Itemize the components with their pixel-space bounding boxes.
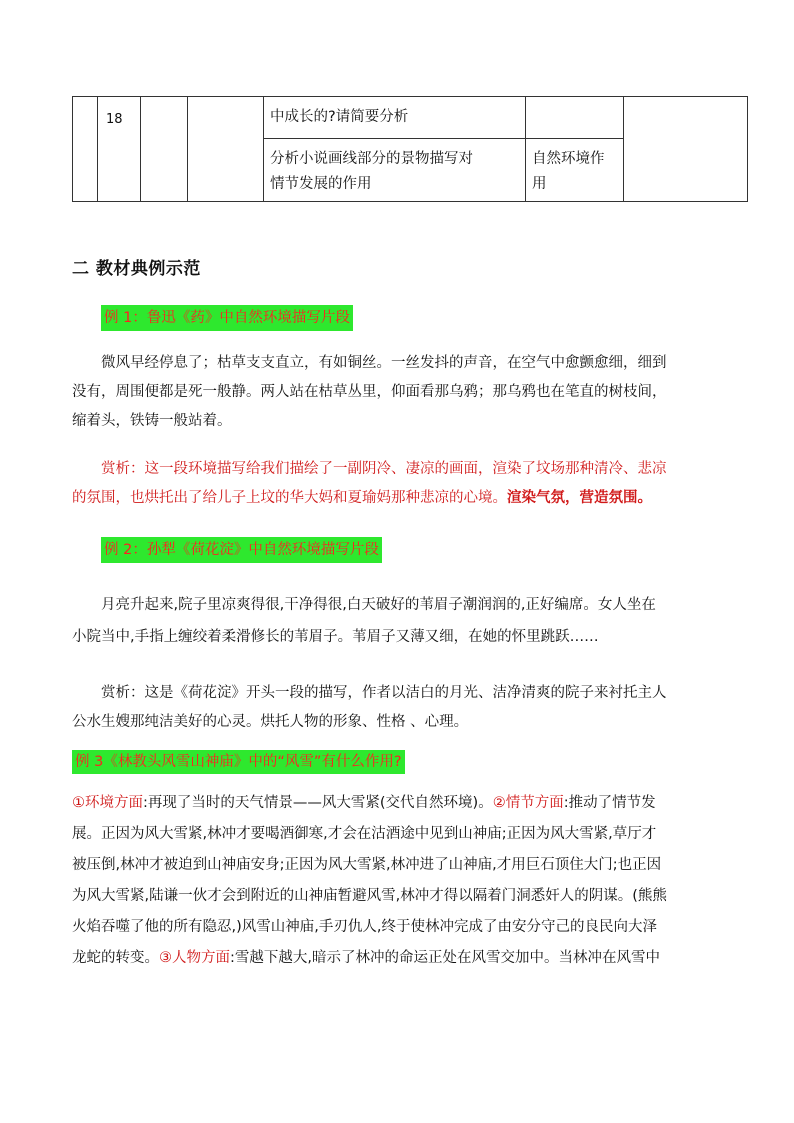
table-question-2-line: 情节发展的作用 (270, 176, 372, 192)
example-3-answer (72, 788, 722, 974)
answer-line: 为风大雪紧,陆谦一伙才会到附近的山神庙暂避风雪,林冲才得以隔着门洞悉奸人的阴谋。(熊熊 (72, 888, 667, 904)
answer-line: 展。正因为风大雪紧,林冲才要喝酒御寒,才会在沽酒途中见到山神庙;正因为风大雪紧,草厅才 (72, 826, 657, 842)
table-row-number: 18 (98, 97, 141, 202)
text-line: 月亮升起来,院子里凉爽得很,干净得很,白天破好的苇眉子潮润润的,正好编席。女人坐在 (101, 597, 656, 613)
table-answer-2-line: 用 (532, 176, 547, 192)
answer-line (72, 788, 722, 819)
answer-line: 被压倒,林冲才被迫到山神庙安身;正因为风大雪紧,林冲进了山神庙,才用巨石顶住大门;也正因 (72, 857, 662, 873)
table-cell-blank (73, 97, 98, 202)
answer-text: :雪越下越大,暗示了林冲的命运正处在风雪交加中。当林冲在风雪中 (230, 950, 660, 966)
answer-text: :推动了情节发 (563, 795, 656, 811)
text-line: 没有，周围便都是死一般静。两人站在枯草丛里，仰面看那乌鸦；那乌鸦也在笔直的树枝间， (72, 384, 667, 400)
analysis-line-wrap (72, 484, 722, 513)
analysis-line: 的氛围，也烘托出了给儿子上坟的华大妈和夏瑜妈那种悲凉的心境。 (72, 490, 507, 506)
example-3-label: 例 3《林教头风雪山神庙》中的“风雪”有什么作用? (72, 750, 405, 774)
example-2-label: 例 2：孙犁《荷花淀》中自然环境描写片段 (101, 537, 382, 563)
analysis-line: 公水生嫂那纯洁美好的心灵。烘托人物的形象、性格 、心理。 (72, 714, 469, 730)
table-answer-2 (526, 139, 624, 202)
text-line: 微风早经停息了；枯草支支直立，有如铜丝。一丝发抖的声音，在空气中愈颤愈细，细到 (101, 355, 667, 371)
table-cell-blank (188, 97, 264, 202)
answer-text: :再现了当时的天气情景——风大雪紧(交代自然环境)。 (143, 795, 493, 811)
table-question-2 (264, 139, 526, 202)
example-1-analysis (72, 455, 722, 513)
answer-line (72, 943, 722, 974)
aspect-environment: ①环境方面 (72, 795, 143, 811)
table-question-1: 中成长的?请简要分析 (264, 97, 526, 139)
table-question-2-line: 分析小说画线部分的景物描写对 (270, 151, 473, 167)
table-cell-blank (624, 97, 748, 202)
analysis-emphasis: 渲染气氛，营造氛围。 (507, 490, 652, 506)
answer-text: 龙蛇的转变。 (72, 950, 159, 966)
aspect-plot: ②情节方面 (492, 795, 564, 811)
answer-line: 火焰吞噬了他的所有隐忍,)风雪山神庙,手刃仇人,终于使林冲完成了由安分守己的良民向大泽 (72, 919, 657, 935)
example-1-text (72, 349, 722, 436)
table-answer-2-line: 自然环境作 (532, 151, 605, 167)
example-2-analysis (72, 679, 722, 737)
example-2-text (72, 589, 722, 653)
table-answer-1 (526, 97, 624, 139)
aspect-character: ③人物方面 (159, 950, 230, 966)
text-line: 缩着头，铁铸一般站着。 (72, 413, 232, 429)
analysis-line: 赏析：这一段环境描写给我们描绘了一副阴冷、凄凉的画面，渲染了坟场那种清冷、悲凉 (101, 461, 667, 477)
table-cell-blank (141, 97, 188, 202)
section-title: 二 教材典例示范 (72, 259, 201, 279)
example-1-label: 例 1：鲁迅《药》中自然环境描写片段 (101, 305, 353, 331)
text-line: 小院当中,手指上缠绞着柔滑修长的苇眉子。苇眉子又薄又细，在她的怀里跳跃…… (72, 629, 599, 645)
analysis-table (72, 96, 748, 202)
analysis-line: 赏析：这是《荷花淀》开头一段的描写，作者以洁白的月光、洁净清爽的院子来衬托主人 (101, 685, 667, 701)
